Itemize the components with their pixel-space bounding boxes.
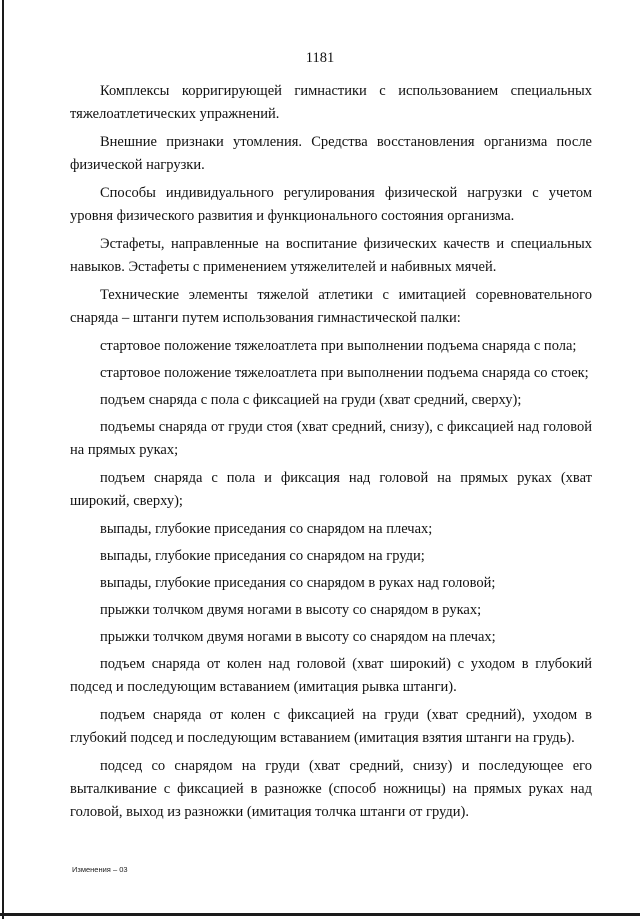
list-item: выпады, глубокие приседания со снарядом на плечах;	[100, 521, 433, 537]
list-item: выпады, глубокие приседания со снарядом на груди;	[100, 548, 425, 564]
list-item: подъемы снаряда от груди стоя (хват средний, снизу), с фиксацией над головой на прямых руках;	[70, 419, 592, 458]
list-item: подъем снаряда с пола и фиксация над головой на прямых руках (хват широкий, сверху);	[70, 470, 592, 509]
list-item: прыжки толчком двумя ногами в высоту со снарядом в руках;	[100, 602, 482, 618]
scan-left-edge	[2, 0, 4, 919]
revision-footer: Изменения – 03	[72, 865, 128, 874]
list-item: подъем снаряда от колен над головой (хват широкий) с уходом в глубокий подсед и последующим вставанием (имитация рывка штанги).	[70, 656, 592, 695]
list-item: подсед со снарядом на груди (хват средний, снизу) и последующее его выталкивание с фиксацией в разножке (способ ножницы) на прямых руках над головой, выход из разножки (имитация толчка штанги от груди).	[70, 758, 592, 820]
page-number: 1181	[305, 50, 335, 66]
list-item: выпады, глубокие приседания со снарядом в руках над головой;	[100, 575, 496, 591]
list-item: подъем снаряда с пола с фиксацией на груди (хват средний, сверху);	[100, 392, 522, 408]
paragraph: Способы индивидуального регулирования физической нагрузки с учетом уровня физического развития и функционального состояния организма.	[70, 185, 592, 224]
list-item: прыжки толчком двумя ногами в высоту со снарядом на плечах;	[100, 629, 496, 645]
paragraph: Комплексы корригирующей гимнастики с использованием специальных тяжелоатлетических упражнений.	[70, 83, 592, 122]
list-item: стартовое положение тяжелоатлета при выполнении подъема снаряда со стоек;	[100, 365, 589, 381]
list-item: стартовое положение тяжелоатлета при выполнении подъема снаряда с пола;	[100, 338, 577, 354]
list-item: подъем снаряда от колен с фиксацией на груди (хват средний), уходом в глубокий подсед и последующим вставанием (имитация взятия штанги на грудь).	[70, 707, 592, 746]
document-body	[70, 80, 592, 828]
paragraph: Эстафеты, направленные на воспитание физических качеств и специальных навыков. Эстафеты с применением утяжелителей и набивных мячей.	[70, 236, 592, 275]
paragraph: Внешние признаки утомления. Средства восстановления организма после физической нагрузки.	[70, 134, 592, 173]
paragraph: Технические элементы тяжелой атлетики с имитацией соревновательного снаряда – штанги путем использования гимнастической палки:	[70, 287, 592, 326]
scan-bottom-edge	[0, 913, 640, 916]
